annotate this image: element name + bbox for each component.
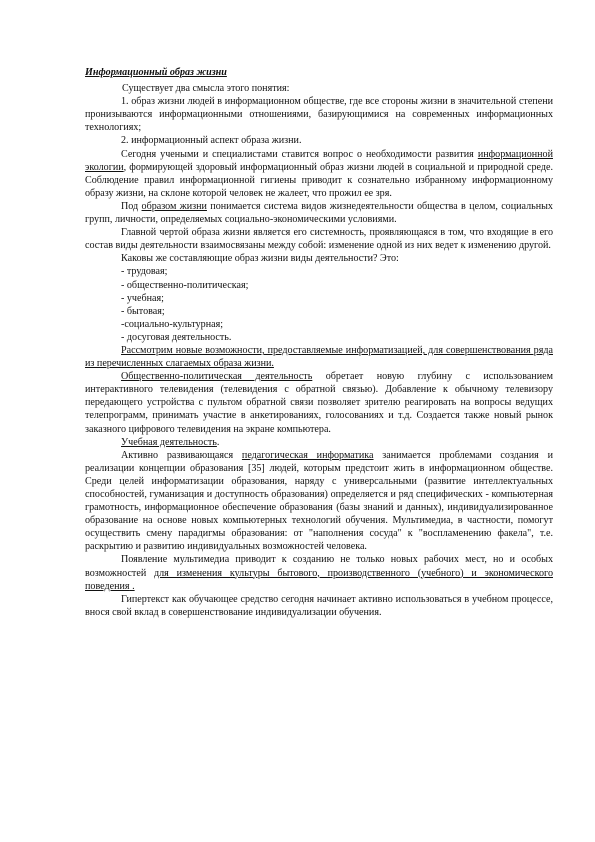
political-text: обретает новую глубину с использованием интерактивного телевидения (телевидения с обратной связью). Добавление к обычному телевизору передающего устройства с пультом обратной связи позволяет зрителю реагировать на вопросы ведущих телепрограмм, принимать участие в анкетированиях, голосованиях и т.д. Создается также новый рынок заказного цифрового телевидения на экране компьютера. [85, 371, 553, 435]
paragraph-meaning-1: 1. образ жизни людей в информационном обществе, где все стороны жизни в значительной степени пронизываются информационными отношениями, базирующимися на современных информационных технологиях; [85, 96, 553, 134]
list-item: - общественно-политическая; [121, 279, 249, 291]
paragraph-consider [85, 344, 553, 370]
educational-heading [85, 436, 553, 449]
paragraph-political [85, 370, 553, 435]
paragraph-systemic: Главной чертой образа жизни является его системность, проявляющаяся в том, что входящие в его состав виды деятельности взаимосвязаны между собой: изменение одной из них ведет к изменению другой. [85, 227, 553, 252]
list-item: -социально-культурная; [121, 318, 224, 330]
ecology-text-a: Сегодня учеными и специалистами ставится вопрос о необходимости развития [121, 148, 478, 160]
list-item: - учебная; [121, 292, 164, 304]
list-item: - трудовая; [121, 266, 168, 278]
multimedia-text-a: Появление мультимедиа приводит к созданию не только новых рабочих мест, но и особых возможностей [85, 554, 553, 579]
multimedia-underlined: для изменения культуры бытового, производственного (учебного) и экономического поведения [85, 567, 553, 592]
ecology-term-link[interactable]: информационной экологии [85, 148, 553, 173]
paragraph-meaning-2: 2. информационный аспект образа жизни. [121, 135, 302, 147]
educational-heading-text: Учебная деятельность [121, 436, 217, 448]
lifestyle-text-c: понимается система видов жизнедеятельности общества в целом, социальных групп, личности, определяемых социально-экономическими условиями. [85, 200, 553, 226]
paragraph-hypertext: Гипертекст как обучающее средство сегодня начинает активно использоваться в учебном процессе, внося свой вклад в совершенствование индивидуализации обучения. [85, 593, 553, 618]
ecology-text-c: , формирующей здоровый информационный образ жизни людей в социальной и природной среде. Соблюдение правил информационной гигиены приводит к сознательно избранному информационному образу жизни, на склоне которой человек не жалеет, что прожил ее зря. [85, 161, 553, 199]
paragraph-lifestyle [85, 200, 553, 226]
educational-text-c: занимается проблемами создания и реализации концепции образования [35] людей, которым предстоит жить в информационном обществе. Среди целей информатизации образования, наряду с универсальными (развитие интеллектуальных способностей, гуманизация и доступность образования) определяется и ряд специфических - компьютерная грамотность, информационное обеспечение образования (базы знаний и данных), индивидуализированное образование на основе новых компьютерных технологий обучения. Мультимедиа, в частности, помогут осуществить смену парадигмы образования: от "наполнения сосуда" к "воспламенению факела", т.е. раскрытию и развитию индивидуальных возможностей человека. [85, 449, 553, 553]
lifestyle-text-a: Под [121, 200, 142, 212]
political-term: Общественно-политическая деятельность [121, 371, 313, 383]
list-item: - бытовая; [121, 305, 165, 317]
document-body [85, 66, 553, 619]
consider-underlined: Рассмотрим новые возможности, предоставляемые информатизацией, для совершенствования ряда из перечисленных слагаемых образа жизни. [85, 344, 553, 370]
multimedia-text-c: . [129, 580, 135, 592]
paragraph-ecology [85, 148, 553, 200]
paragraph-intro: Существует два смысла этого понятия: [122, 83, 290, 95]
lifestyle-term-link[interactable]: образом жизни [141, 200, 207, 212]
document-title: Информационный образ жизни [85, 67, 227, 78]
educational-text-a: Активно развивающаяся [121, 449, 242, 461]
paragraph-educational [85, 449, 553, 554]
educational-heading-dot: . [216, 436, 220, 448]
list-item: - досуговая деятельность. [121, 331, 232, 343]
pedagogical-informatics-link[interactable]: педагогическая информатика [241, 449, 374, 461]
paragraph-multimedia [85, 553, 553, 592]
paragraph-question: Каковы же составляющие образ жизни виды деятельности? Это: [121, 253, 399, 265]
